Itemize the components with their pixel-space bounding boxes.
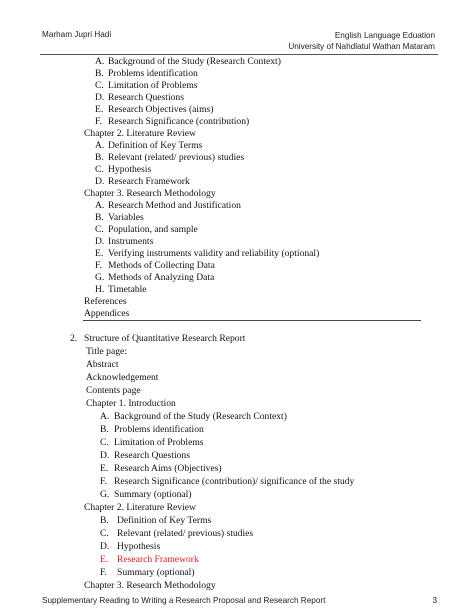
- list-item: C. Limitation of Problems: [95, 80, 198, 91]
- header-author: Marham Jupri Hadi: [42, 30, 112, 39]
- section-divider: [83, 320, 421, 321]
- list-item-highlighted: E. Research Framework: [100, 554, 199, 565]
- header-institution: [288, 30, 435, 52]
- chapter-heading: Chapter 1. Introduction: [86, 398, 176, 409]
- list-item: D. Research Questions: [95, 92, 184, 103]
- chapter-heading: Chapter 2. Literature Review: [84, 502, 196, 513]
- list-item: E. Research Objectives (aims): [95, 104, 214, 115]
- list-item: G. Methods of Analyzing Data: [95, 272, 215, 283]
- front-matter-item: Acknowledgement: [86, 372, 159, 383]
- chapter-heading: Chapter 2. Literature Review: [84, 128, 196, 139]
- list-item: B. Definition of Key Terms: [100, 515, 212, 526]
- header-university: University of Nahdlatul Wathan Mataram: [288, 42, 435, 51]
- list-item: D. Hypothesis: [100, 541, 161, 552]
- list-item: F. Summary (optional): [100, 567, 195, 578]
- list-item: A. Background of the Study (Research Context): [95, 56, 281, 67]
- list-item: H. Timetable: [95, 284, 147, 295]
- references-heading: References: [84, 296, 127, 307]
- list-item: A. Definition of Key Terms: [95, 140, 203, 151]
- list-item: C. Hypothesis: [95, 164, 152, 175]
- section-2-title: 2. Structure of Quantitative Research Report: [70, 333, 246, 344]
- list-item: E. Research Aims (Objectives): [100, 463, 222, 474]
- list-item: B. Problems identification: [95, 68, 198, 79]
- appendices-heading: Appendices: [84, 308, 130, 319]
- list-item: C. Limitation of Problems: [100, 437, 204, 448]
- list-item: G. Summary (optional): [100, 489, 192, 500]
- footer-title: Supplementary Reading to Writing a Research Proposal and Research Report: [42, 596, 326, 605]
- header-program: English Language Eduation: [334, 31, 435, 40]
- list-item: B. Problems identification: [100, 424, 204, 435]
- chapter-heading: Chapter 3. Research Methodology: [84, 188, 216, 199]
- front-matter-item: Abstract: [86, 359, 119, 370]
- front-matter-item: Title page:: [86, 346, 127, 357]
- list-item: E. Verifying instruments validity and reliability (optional): [95, 248, 320, 259]
- list-item: B. Relevant (related/ previous) studies: [95, 152, 245, 163]
- chapter-heading: Chapter 3. Research Methodology: [84, 580, 216, 591]
- list-item: A. Background of the Study (Research Context): [100, 411, 287, 422]
- header-divider: [40, 54, 438, 55]
- list-item: D. Research Framework: [95, 176, 190, 187]
- list-item: C. Relevant (related/ previous) studies: [100, 528, 254, 539]
- list-item: F. Methods of Collecting Data: [95, 260, 215, 271]
- list-item: F. Research Significance (contribution): [95, 116, 250, 127]
- list-item: A. Research Method and Justification: [95, 200, 241, 211]
- list-item: D. Instruments: [95, 236, 154, 247]
- list-item: F. Research Significance (contribution)/ significance of the study: [100, 476, 355, 487]
- list-item: B. Variables: [95, 212, 144, 223]
- list-item: C. Population, and sample: [95, 224, 198, 235]
- front-matter-item: Contents page: [86, 385, 141, 396]
- page-number: 3: [432, 596, 437, 605]
- list-item: D. Research Questions: [100, 450, 190, 461]
